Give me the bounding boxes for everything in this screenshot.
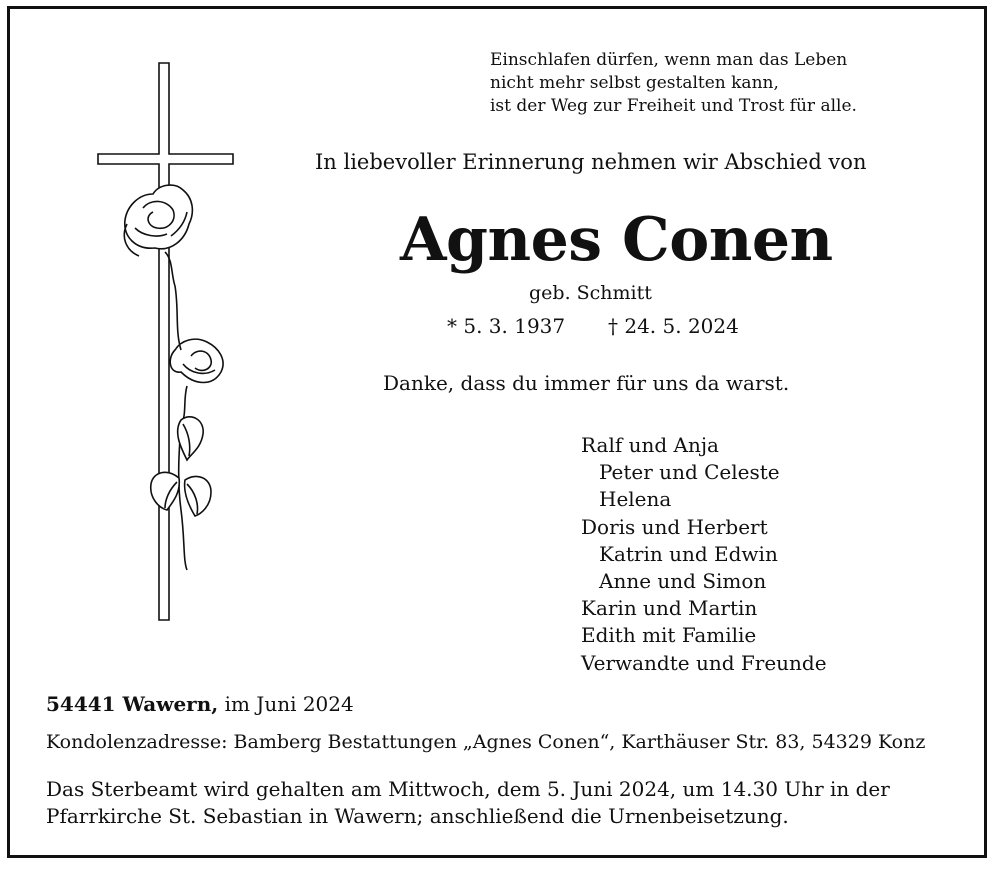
mourner-entry: Ralf und Anja (581, 433, 719, 457)
mourner-entry: Katrin und Edwin (599, 541, 778, 566)
mourner-entry: Peter und Celeste (599, 460, 780, 485)
mourner-entry: Helena (599, 487, 672, 512)
mourner-entry: Anne und Simon (599, 569, 767, 594)
place-name: 54441 Wawern, (46, 692, 219, 716)
death-date: † 24. 5. 2024 (608, 314, 739, 338)
mourner-entry: Verwandte und Freunde (581, 650, 827, 675)
funeral-line: Das Sterbeamt wird gehalten am Mittwoch, dem 5. Juni 2024, um 14.30 Uhr in der (46, 777, 890, 801)
mourner-entry: Edith mit Familie (581, 623, 757, 648)
place-and-date (46, 692, 354, 716)
mourners-list (581, 432, 827, 677)
mourner-entry: Karin und Martin (581, 596, 758, 621)
birth-date: * 5. 3. 1937 (447, 314, 566, 338)
mourner-entry: Doris und Herbert (581, 514, 768, 539)
poem-line: ist der Weg zur Freiheit und Trost für alle. (490, 96, 857, 116)
intro-text: In liebevoller Erinnerung nehmen wir Abschied von (315, 150, 867, 174)
deceased-name: Agnes Conen (400, 205, 833, 275)
funeral-notice (46, 776, 890, 830)
poem-line: Einschlafen dürfen, wenn man das Leben (490, 50, 848, 70)
thanks-line: Danke, dass du immer für uns da warst. (383, 371, 790, 395)
birth-name: geb. Schmitt (529, 282, 652, 304)
poem (490, 49, 857, 118)
poem-line: nicht mehr selbst gestalten kann, (490, 73, 779, 93)
cross-with-roses-icon (95, 60, 235, 625)
place-date: im Juni 2024 (218, 692, 354, 716)
funeral-line: Pfarrkirche St. Sebastian in Wawern; anschließend die Urnenbeisetzung. (46, 804, 789, 828)
condolence-address: Kondolenzadresse: Bamberg Bestattungen „Agnes Conen“, Karthäuser Str. 83, 54329 Konz (46, 731, 926, 753)
